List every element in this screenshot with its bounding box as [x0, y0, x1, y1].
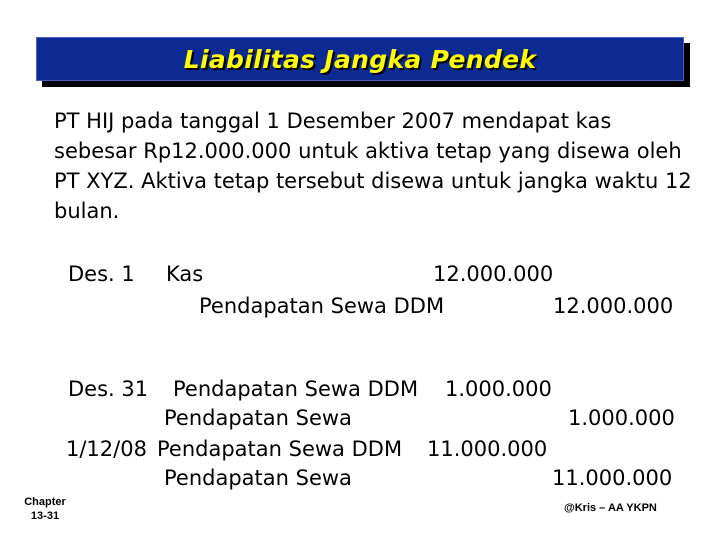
- entry1-debit-account: Kas: [166, 262, 204, 286]
- entry3-date: 1/12/08: [66, 437, 147, 461]
- slide-title: Liabilitas Jangka Pendek: [183, 44, 537, 74]
- entry1-date: Des. 1: [68, 262, 135, 286]
- entry3-debit-amount: 11.000.000: [427, 437, 548, 461]
- entry1-credit-amount: 12.000.000: [553, 294, 674, 318]
- problem-paragraph: PT HIJ pada tanggal 1 Desember 2007 mendapat kas sebesar Rp12.000.000 untuk aktiva tetap yang disewa oleh PT XYZ. Aktiva tetap tersebut disewa untuk jangka waktu 12 bulan.: [54, 109, 692, 223]
- entry3-debit-account: Pendapatan Sewa DDM: [157, 437, 403, 461]
- entry2-credit-account: Pendapatan Sewa: [164, 406, 352, 430]
- entry2-date: Des. 31: [68, 377, 149, 401]
- entry2-credit-amount: 1.000.000: [568, 406, 675, 430]
- chapter-label: [18, 495, 72, 523]
- entry2-debit-account: Pendapatan Sewa DDM: [173, 377, 419, 401]
- entry3-credit-amount: 11.000.000: [552, 466, 673, 490]
- entry3-credit-account: Pendapatan Sewa: [164, 466, 352, 490]
- entry1-debit-amount: 12.000.000: [433, 262, 554, 286]
- chapter-label-text: Chapter: [24, 496, 66, 508]
- title-bar: [36, 37, 684, 81]
- entry2-debit-amount: 1.000.000: [445, 377, 552, 401]
- chapter-number: 13-31: [30, 510, 60, 522]
- author-credit: @Kris – AA YKPN: [564, 502, 657, 514]
- entry1-credit-account: Pendapatan Sewa DDM: [199, 294, 445, 318]
